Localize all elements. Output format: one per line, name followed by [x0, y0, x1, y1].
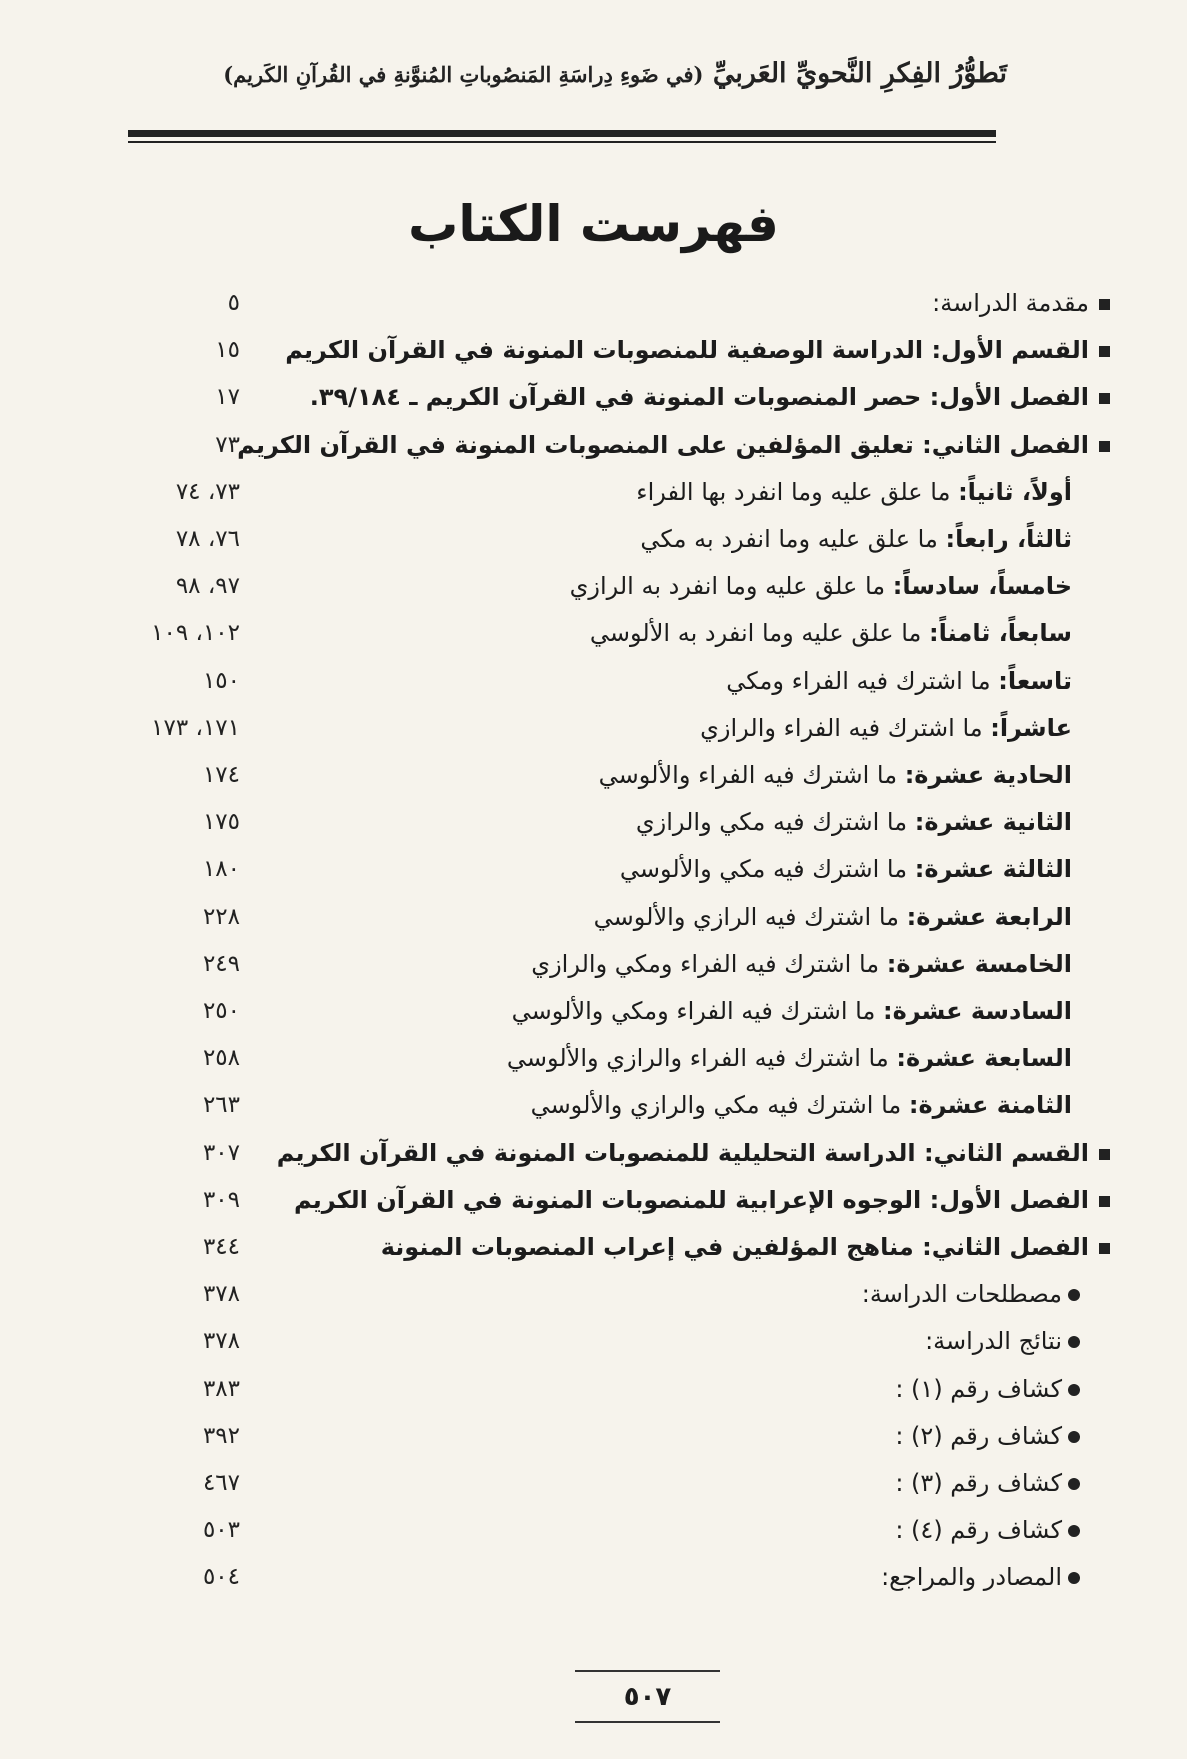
- toc-row: [110, 988, 1110, 1035]
- toc-entry-label: الفصل الثاني: تعليق المؤلفين على المنصوبات المنونة في القرآن الكريم: [237, 431, 1089, 459]
- toc-page-number: ١٧١، ١٧٣: [151, 715, 240, 741]
- toc-row: [110, 752, 1110, 799]
- toc-entry: [272, 516, 1072, 563]
- toc-page-number: ٢٥٠: [202, 998, 240, 1024]
- toc-row: [110, 1460, 1110, 1507]
- toc-entry-lead: سابعاً، ثامناً:: [929, 619, 1072, 647]
- toc-page-number: ٥٠٤: [202, 1564, 240, 1590]
- toc-row: [110, 1130, 1110, 1177]
- toc-entry: [310, 374, 1110, 421]
- toc-entry: [280, 1554, 1080, 1601]
- toc-entry-lead: الثالثة عشرة:: [914, 855, 1072, 883]
- square-bullet-icon: [1099, 1149, 1110, 1160]
- toc-page-number: ١٠٢، ١٠٩: [151, 620, 240, 646]
- toc-entry: [272, 752, 1072, 799]
- dot-bullet-icon: [1068, 1289, 1080, 1301]
- toc-entry: [310, 1224, 1110, 1271]
- toc-entry-label: مقدمة الدراسة:: [932, 289, 1089, 317]
- running-header-title: تَطوُّرُ الفِكرِ النَّحويِّ العَربيِّ: [712, 58, 1007, 89]
- toc-entry: [272, 941, 1072, 988]
- toc-page-number: ٣٧٨: [202, 1281, 240, 1307]
- toc-entry-label: ما اشترك فيه مكي والرازي والألوسي: [530, 1091, 909, 1119]
- toc-entry: [237, 422, 1110, 469]
- square-bullet-icon: [1099, 1196, 1110, 1207]
- toc-row: [110, 1035, 1110, 1082]
- toc-row: [110, 1318, 1110, 1365]
- page-title: فهرست الكتاب: [408, 195, 779, 253]
- toc-row: [110, 374, 1110, 421]
- running-header: [107, 58, 1007, 89]
- toc-page-number: ١٨٠: [202, 856, 240, 882]
- toc-page-number: ٢٥٨: [202, 1045, 240, 1071]
- square-bullet-icon: [1099, 393, 1110, 404]
- toc-entry: [280, 1413, 1080, 1460]
- toc-entry-label: ما علق عليه وما انفرد بها الفراء: [636, 478, 959, 506]
- footer-rule-top: [575, 1670, 720, 1672]
- toc-entry: [272, 799, 1072, 846]
- toc-row: [110, 1177, 1110, 1224]
- toc-entry: [280, 1366, 1080, 1413]
- toc-page-number: ٧٣، ٧٤: [175, 479, 240, 505]
- toc-entry: [310, 280, 1110, 327]
- toc-page-number: ٤٦٧: [202, 1470, 240, 1496]
- toc-page-number: ٣٧٨: [202, 1328, 240, 1354]
- toc-entry-lead: السابعة عشرة:: [896, 1044, 1072, 1072]
- toc-page-number: ١٧٤: [202, 762, 240, 788]
- toc-page-number: ١٧: [215, 384, 240, 410]
- toc-entry-lead: الرابعة عشرة:: [906, 903, 1072, 931]
- toc-row: [110, 327, 1110, 374]
- toc-row: [110, 1366, 1110, 1413]
- toc-page-number: ١٥٠: [202, 668, 240, 694]
- dot-bullet-icon: [1068, 1572, 1080, 1584]
- toc-entry-label: ما اشترك فيه مكي والرازي: [635, 808, 915, 836]
- toc-entry: [272, 658, 1072, 705]
- toc-entry-label: نتائج الدراسة:: [925, 1327, 1062, 1355]
- toc-entry-lead: خامساً، سادساً:: [892, 572, 1072, 600]
- toc-page-number: ٣٠٩: [202, 1187, 240, 1213]
- dot-bullet-icon: [1068, 1478, 1080, 1490]
- toc-row: [110, 941, 1110, 988]
- toc-entry-label: مصطلحات الدراسة:: [861, 1280, 1062, 1308]
- toc-entry-lead: الثامنة عشرة:: [908, 1091, 1072, 1119]
- toc-entry: [276, 1130, 1110, 1177]
- toc-entry: [272, 1035, 1072, 1082]
- toc-entry-label: ما اشترك فيه الفراء والرازي: [700, 714, 991, 742]
- toc-entry-label: ما اشترك فيه الفراء والرازي والألوسي: [506, 1044, 897, 1072]
- toc-row: [110, 1224, 1110, 1271]
- toc-entry-label: ما علق عليه وما انفرد به مكي: [640, 525, 946, 553]
- toc-entry: [293, 1177, 1110, 1224]
- toc-entry-label: ما علق عليه وما انفرد به الرازي: [569, 572, 893, 600]
- toc-entry-label: ما اشترك فيه الفراء ومكي والرازي: [531, 950, 887, 978]
- toc-page-number: ٥: [227, 290, 240, 316]
- toc-entry: [272, 563, 1072, 610]
- toc-entry-label: الفصل الثاني: مناهج المؤلفين في إعراب المنصوبات المنونة: [380, 1233, 1089, 1261]
- toc-entry: [285, 327, 1110, 374]
- toc-page-number: ٧٦، ٧٨: [175, 526, 240, 552]
- toc-row: [110, 705, 1110, 752]
- toc-entry-label: القسم الثاني: الدراسة التحليلية للمنصوبات المنونة في القرآن الكريم: [276, 1139, 1089, 1167]
- toc-page-number: ٢٤٩: [202, 951, 240, 977]
- toc-page-number: ٣٨٣: [202, 1376, 240, 1402]
- header-rule-thin: [128, 141, 996, 143]
- square-bullet-icon: [1099, 299, 1110, 310]
- square-bullet-icon: [1099, 441, 1110, 452]
- header-rule-thick: [128, 130, 996, 137]
- toc-entry: [272, 846, 1072, 893]
- toc-row: [110, 1082, 1110, 1129]
- dot-bullet-icon: [1068, 1336, 1080, 1348]
- toc-row: [110, 1507, 1110, 1554]
- toc-row: [110, 563, 1110, 610]
- toc-entry-label: ما اشترك فيه مكي والألوسي: [619, 855, 915, 883]
- toc-entry-lead: تاسعاً:: [998, 667, 1072, 695]
- toc-page-number: ٢٦٣: [202, 1092, 240, 1118]
- toc-row: [110, 799, 1110, 846]
- toc-row: [110, 469, 1110, 516]
- toc-page-number: ٥٠٣: [202, 1517, 240, 1543]
- toc-entry-label: الفصل الأول: حصر المنصوبات المنونة في القرآن الكريم ـ ٣٩/١٨٤.: [309, 383, 1089, 411]
- toc-entry-label: كشاف رقم (١) :: [895, 1375, 1062, 1403]
- toc-row: [110, 894, 1110, 941]
- toc-entry-label: المصادر والمراجع:: [881, 1563, 1062, 1591]
- toc-entry: [272, 988, 1072, 1035]
- toc-page-number: ٩٧، ٩٨: [175, 573, 240, 599]
- toc-page-number: ٧٣: [215, 432, 240, 458]
- dot-bullet-icon: [1068, 1431, 1080, 1443]
- toc-entry-lead: الحادية عشرة:: [904, 761, 1072, 789]
- toc-entry-label: ما اشترك فيه الفراء ومكي: [726, 667, 999, 695]
- toc-row: [110, 280, 1110, 327]
- toc-row: [110, 610, 1110, 657]
- toc-row: [110, 516, 1110, 563]
- toc-row: [110, 1413, 1110, 1460]
- dot-bullet-icon: [1068, 1384, 1080, 1396]
- toc-entry-label: الفصل الأول: الوجوه الإعرابية للمنصوبات المنونة في القرآن الكريم: [293, 1186, 1089, 1214]
- running-header-subtitle: (في ضَوءِ دِراسَةِ المَنصُوباتِ المُنوَّنةِ في القُرآنِ الكَريم): [223, 62, 704, 87]
- toc-page-number: ١٧٥: [202, 809, 240, 835]
- toc-entry-label: كشاف رقم (٤) :: [895, 1516, 1062, 1544]
- page-number: ٥٠٧: [623, 1682, 672, 1712]
- toc-entry: [280, 1507, 1080, 1554]
- toc-entry: [272, 894, 1072, 941]
- toc-entry: [280, 1271, 1080, 1318]
- toc-row: [110, 422, 1110, 469]
- toc-entry: [272, 610, 1072, 657]
- toc-entry: [272, 705, 1072, 752]
- square-bullet-icon: [1099, 1243, 1110, 1254]
- toc-entry-label: كشاف رقم (٣) :: [895, 1469, 1062, 1497]
- toc-entry-label: ما علق عليه وما انفرد به الألوسي: [589, 619, 930, 647]
- toc-row: [110, 1271, 1110, 1318]
- dot-bullet-icon: [1068, 1525, 1080, 1537]
- toc-entry-lead: السادسة عشرة:: [882, 997, 1072, 1025]
- square-bullet-icon: [1099, 346, 1110, 357]
- toc-page-number: ٣٠٧: [202, 1140, 240, 1166]
- toc-entry-label: ما اشترك فيه الرازي والألوسي: [593, 903, 907, 931]
- toc-row: [110, 658, 1110, 705]
- toc-row: [110, 846, 1110, 893]
- toc-entry-label: ما اشترك فيه الفراء والألوسي: [598, 761, 905, 789]
- toc-page-number: ١٥: [215, 337, 240, 363]
- toc-entry: [280, 1318, 1080, 1365]
- toc-entry: [280, 1460, 1080, 1507]
- toc-page-number: ٢٢٨: [202, 904, 240, 930]
- toc-page-number: ٣٩٢: [202, 1423, 240, 1449]
- toc-entry-lead: الثانية عشرة:: [914, 808, 1072, 836]
- toc-entry-label: القسم الأول: الدراسة الوصفية للمنصوبات المنونة في القرآن الكريم: [285, 336, 1089, 364]
- toc-page-number: ٣٤٤: [202, 1234, 240, 1260]
- toc-entry-lead: ثالثاً، رابعاً:: [945, 525, 1072, 553]
- toc-entry: [272, 1082, 1072, 1129]
- toc-entry-label: كشاف رقم (٢) :: [895, 1422, 1062, 1450]
- toc-entry: [272, 469, 1072, 516]
- toc-entry-lead: الخامسة عشرة:: [886, 950, 1072, 978]
- toc-entry-lead: عاشراً:: [990, 714, 1072, 742]
- toc-entry-lead: أولاً، ثانياً:: [958, 478, 1072, 506]
- toc-entry-label: ما اشترك فيه الفراء ومكي والألوسي: [511, 997, 883, 1025]
- footer-rule-bottom: [575, 1721, 720, 1723]
- toc-row: [110, 1554, 1110, 1601]
